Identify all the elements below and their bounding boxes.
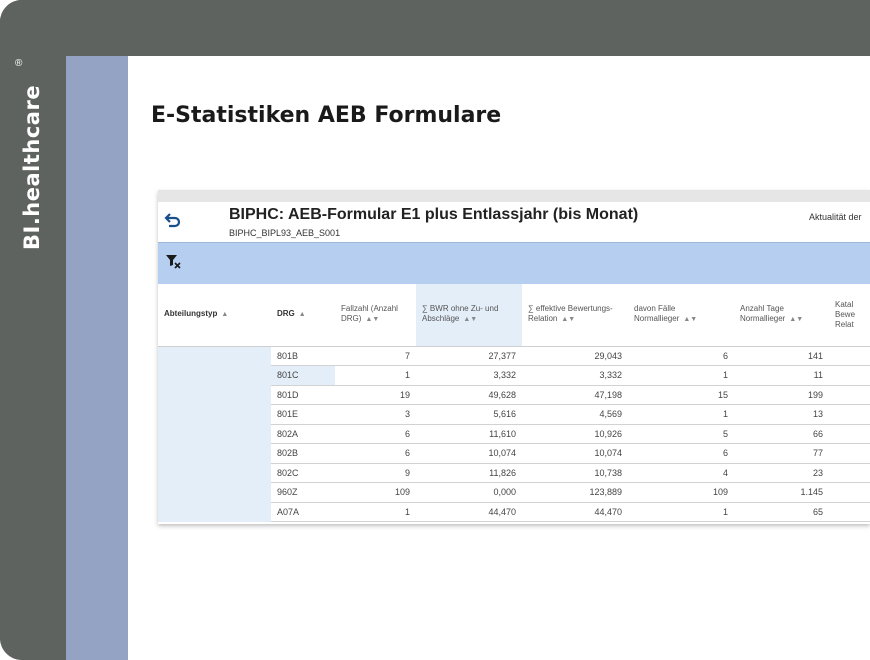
abteilungstyp-cell (158, 385, 271, 405)
katalog-cell (829, 346, 870, 366)
eff-bwr-cell: 47,198 (522, 385, 628, 405)
header-bwr[interactable]: ∑ BWR ohne Zu- und Abschläge ▲▼ (416, 284, 522, 346)
abteilungstyp-cell (158, 366, 271, 386)
katalog-cell (829, 444, 870, 464)
drg-cell: 802C (271, 463, 335, 483)
davon-faelle-cell: 15 (628, 385, 734, 405)
table-row[interactable] (158, 366, 870, 386)
katalog-cell (829, 385, 870, 405)
report-screenshot (158, 190, 870, 524)
bwr-cell: 27,377 (416, 346, 522, 366)
table-header-row (158, 284, 870, 346)
drg-cell: 801E (271, 405, 335, 425)
data-table (158, 284, 870, 522)
report-title: BIPHC: AEB-Formular E1 plus Entlassjahr (bis Monat) (229, 206, 639, 223)
table-row[interactable] (158, 444, 870, 464)
abteilungstyp-cell (158, 405, 271, 425)
abteilungstyp-cell (158, 463, 271, 483)
eff-bwr-cell: 10,074 (522, 444, 628, 464)
brand-logo-text: BI.healthcare (20, 84, 44, 250)
table-row[interactable] (158, 502, 870, 522)
anzahl-tage-cell: 11 (734, 366, 829, 386)
eff-bwr-cell: 29,043 (522, 346, 628, 366)
drg-cell: A07A (271, 502, 335, 522)
header-abteilungstyp[interactable]: Abteilungstyp ▲ (164, 309, 229, 319)
davon-faelle-cell: 5 (628, 424, 734, 444)
sort-icon[interactable]: ▲ (221, 311, 229, 319)
table-row[interactable] (158, 385, 870, 405)
anzahl-tage-cell: 199 (734, 385, 829, 405)
bwr-cell: 11,826 (416, 463, 522, 483)
table-row[interactable] (158, 463, 870, 483)
anzahl-tage-cell: 65 (734, 502, 829, 522)
table-row[interactable] (158, 405, 870, 425)
anzahl-tage-cell: 141 (734, 346, 829, 366)
report-id: BIPHC_BIPL93_AEB_S001 (229, 228, 341, 238)
davon-faelle-cell: 6 (628, 346, 734, 366)
fallzahl-cell: 6 (335, 424, 416, 444)
eff-bwr-cell: 44,470 (522, 502, 628, 522)
anzahl-tage-cell: 66 (734, 424, 829, 444)
bwr-cell: 49,628 (416, 385, 522, 405)
davon-faelle-cell: 6 (628, 444, 734, 464)
page-title: E-Statistiken AEB Formulare (151, 103, 502, 128)
eff-bwr-cell: 10,926 (522, 424, 628, 444)
top-band (0, 0, 870, 56)
bwr-cell: 10,074 (416, 444, 522, 464)
bwr-cell: 3,332 (416, 366, 522, 386)
eff-bwr-cell: 123,889 (522, 483, 628, 503)
drg-cell: 960Z (271, 483, 335, 503)
drg-cell: 802A (271, 424, 335, 444)
eff-bwr-cell: 10,738 (522, 463, 628, 483)
davon-faelle-cell: 1 (628, 405, 734, 425)
drg-cell: 801C (271, 366, 335, 386)
eff-bwr-cell: 3,332 (522, 366, 628, 386)
abteilungstyp-cell (158, 502, 271, 522)
sort-icon[interactable]: ▲▼ (561, 316, 576, 324)
eff-bwr-cell: 4,569 (522, 405, 628, 425)
fallzahl-cell: 3 (335, 405, 416, 425)
sort-icon[interactable]: ▲▼ (365, 316, 380, 324)
abteilungstyp-cell (158, 444, 271, 464)
actuality-label: Aktualität der (809, 212, 862, 222)
anzahl-tage-cell: 1.145 (734, 483, 829, 503)
fallzahl-cell: 1 (335, 502, 416, 522)
sort-icon[interactable]: ▲ (298, 311, 306, 319)
header-eff-bwr[interactable]: ∑ effektive Bewertungs-Relation ▲▼ (528, 304, 613, 324)
katalog-cell (829, 424, 870, 444)
davon-faelle-cell: 1 (628, 366, 734, 386)
window-strip (158, 190, 870, 202)
sort-icon[interactable]: ▲▼ (683, 316, 698, 324)
fallzahl-cell: 19 (335, 385, 416, 405)
registered-mark: ® (15, 58, 23, 69)
bwr-cell: 0,000 (416, 483, 522, 503)
katalog-cell (829, 502, 870, 522)
anzahl-tage-cell: 77 (734, 444, 829, 464)
accent-sidebar (66, 56, 128, 660)
drg-cell: 801B (271, 346, 335, 366)
table-row[interactable] (158, 346, 870, 366)
bwr-cell: 44,470 (416, 502, 522, 522)
fallzahl-cell: 109 (335, 483, 416, 503)
fallzahl-cell: 7 (335, 346, 416, 366)
katalog-cell (829, 405, 870, 425)
table-row[interactable] (158, 424, 870, 444)
davon-faelle-cell: 1 (628, 502, 734, 522)
header-drg[interactable]: DRG ▲ (277, 309, 306, 319)
anzahl-tage-cell: 13 (734, 405, 829, 425)
fallzahl-cell: 1 (335, 366, 416, 386)
header-anzahl-tage[interactable]: Anzahl Tage Normallieger ▲▼ (740, 304, 804, 324)
filter-bar (158, 242, 870, 284)
katalog-cell (829, 366, 870, 386)
sort-icon[interactable]: ▲▼ (463, 316, 478, 324)
table-row[interactable] (158, 483, 870, 503)
header-katalog[interactable]: Katal Bewe Relat (835, 299, 856, 329)
header-fallzahl[interactable]: Fallzahl (Anzahl DRG) ▲▼ (341, 304, 398, 324)
fallzahl-cell: 9 (335, 463, 416, 483)
abteilungstyp-cell (158, 424, 271, 444)
drg-cell: 801D (271, 385, 335, 405)
header-davon-faelle[interactable]: davon Fälle Normallieger ▲▼ (634, 304, 698, 324)
back-arrow-icon[interactable] (164, 210, 182, 228)
bwr-cell: 5,616 (416, 405, 522, 425)
anzahl-tage-cell: 23 (734, 463, 829, 483)
abteilungstyp-cell (158, 483, 271, 503)
davon-faelle-cell: 109 (628, 483, 734, 503)
davon-faelle-cell: 4 (628, 463, 734, 483)
katalog-cell (829, 463, 870, 483)
filter-icon[interactable] (165, 253, 181, 269)
report-header (158, 202, 870, 242)
katalog-cell (829, 483, 870, 503)
sort-icon[interactable]: ▲▼ (789, 316, 804, 324)
bwr-cell: 11,610 (416, 424, 522, 444)
drg-cell: 802B (271, 444, 335, 464)
fallzahl-cell: 6 (335, 444, 416, 464)
abteilungstyp-cell (158, 346, 271, 366)
